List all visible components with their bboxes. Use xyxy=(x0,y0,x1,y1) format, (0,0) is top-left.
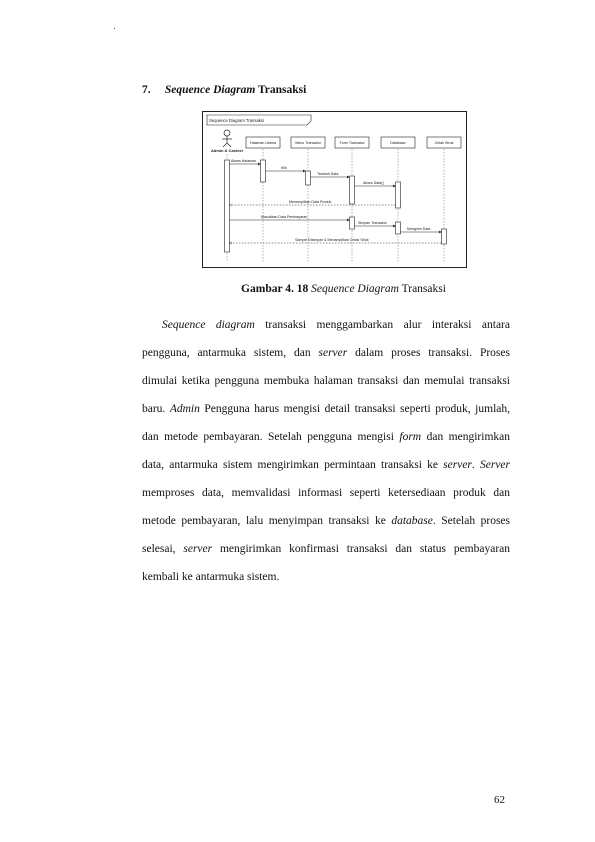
msg-label-5: Menampilkan Data Produk xyxy=(289,200,332,204)
italic-term: Server xyxy=(479,459,510,471)
text-run: . xyxy=(471,459,475,471)
paragraph-line xyxy=(142,395,510,423)
msg-label-2: Klik xyxy=(281,166,287,170)
text-run: selesai, xyxy=(142,543,176,555)
text-run: dan metode pembayaran. Setelah pengguna mengisi xyxy=(142,431,394,443)
msg-label-9: Sampel Disimpan & Menampilkan Cetak Struk xyxy=(295,238,369,242)
caption-italic: Sequence Diagram xyxy=(311,283,399,295)
text-run: mengirimkan konfirmasi transaksi dan status pembayaran xyxy=(219,543,511,555)
section-title-rest: Transaksi xyxy=(257,84,307,96)
italic-term: server xyxy=(318,347,348,359)
caption-label: Gambar 4. 18 xyxy=(241,283,309,295)
text-run: metode pembayaran, lalu menyimpan transaksi ke xyxy=(142,515,386,527)
italic-term: Admin xyxy=(169,403,200,415)
activation-actor xyxy=(225,160,230,252)
stray-mark xyxy=(114,28,115,29)
activation-form-2 xyxy=(350,217,355,229)
text-run: dalam proses transaksi. Proses xyxy=(355,347,510,359)
msg-label-4: Akses Data() xyxy=(363,181,384,185)
text-run: Pengguna harus mengisi detail transaksi seperti produk, jumlah, xyxy=(204,403,510,415)
msg-label-8: Mengirim Data xyxy=(407,227,431,231)
text-run: data, antarmuka sistem mengirimkan permintaan transaksi ke xyxy=(142,459,438,471)
text-run: dan mengirimkan xyxy=(426,431,510,443)
msg-label-6: Masukkan Data Pembayaran xyxy=(261,215,308,219)
text-run: . Setelah proses xyxy=(432,515,511,527)
paragraph-line xyxy=(142,535,510,563)
figure-caption xyxy=(0,283,595,295)
page-number: 62 xyxy=(494,794,505,806)
section-title-italic: Sequence Diagram xyxy=(164,84,256,96)
italic-term: server xyxy=(183,543,213,555)
activation-halaman xyxy=(261,160,266,182)
activation-cetak xyxy=(442,229,447,244)
msg-label-3: Tambah Data xyxy=(317,172,339,176)
actor-label: Admin & Cashier xyxy=(211,148,244,153)
italic-term: form xyxy=(399,431,422,443)
lifeline-label: Database xyxy=(390,141,406,145)
paragraph-line: kembali ke antarmuka sistem. xyxy=(142,571,280,583)
frame-label: Sequence Diagram Transaksi xyxy=(209,118,264,123)
paragraph-line xyxy=(142,423,510,451)
italic-term: server xyxy=(443,459,472,471)
lifeline-label: Form Transaksi xyxy=(339,141,365,145)
paragraph-line: memproses data, memvalidasi informasi seperti ketersediaan produk dan xyxy=(142,487,510,499)
paragraph-line xyxy=(142,507,510,535)
paragraph-line xyxy=(142,311,510,339)
caption-rest: Transaksi xyxy=(401,283,446,295)
sequence-diagram-figure xyxy=(202,111,467,268)
sequence-diagram xyxy=(203,112,468,269)
activation-database-1 xyxy=(396,182,401,208)
lifeline-label: Menu Transaksi xyxy=(295,141,321,145)
italic-term: Sequence diagram xyxy=(162,319,255,331)
section-number: 7. xyxy=(142,84,151,96)
activation-database-2 xyxy=(396,222,401,234)
lifeline-label: Cetak Struk xyxy=(434,141,454,145)
italic-term: database xyxy=(391,515,433,527)
text-run: transaksi menggambarkan alur interaksi antara xyxy=(265,319,510,331)
paragraph-line xyxy=(142,339,510,367)
activation-menu xyxy=(306,171,311,185)
lifeline-label: Halaman Utama xyxy=(250,141,276,145)
text-run: baru. xyxy=(142,403,166,415)
paragraph-line: dimulai ketika pengguna membuka halaman transaksi dan memulai transaksi xyxy=(142,375,510,387)
msg-label-1: Akses Halaman xyxy=(231,159,257,163)
paragraph-line xyxy=(142,451,510,479)
body-paragraph xyxy=(142,311,510,591)
section-heading xyxy=(142,84,306,96)
msg-label-7: Simpan Transaksi xyxy=(358,221,387,225)
activation-form-1 xyxy=(350,176,355,204)
text-run: pengguna, antarmuka sistem, dan xyxy=(142,347,311,359)
actor-icon xyxy=(222,130,232,147)
